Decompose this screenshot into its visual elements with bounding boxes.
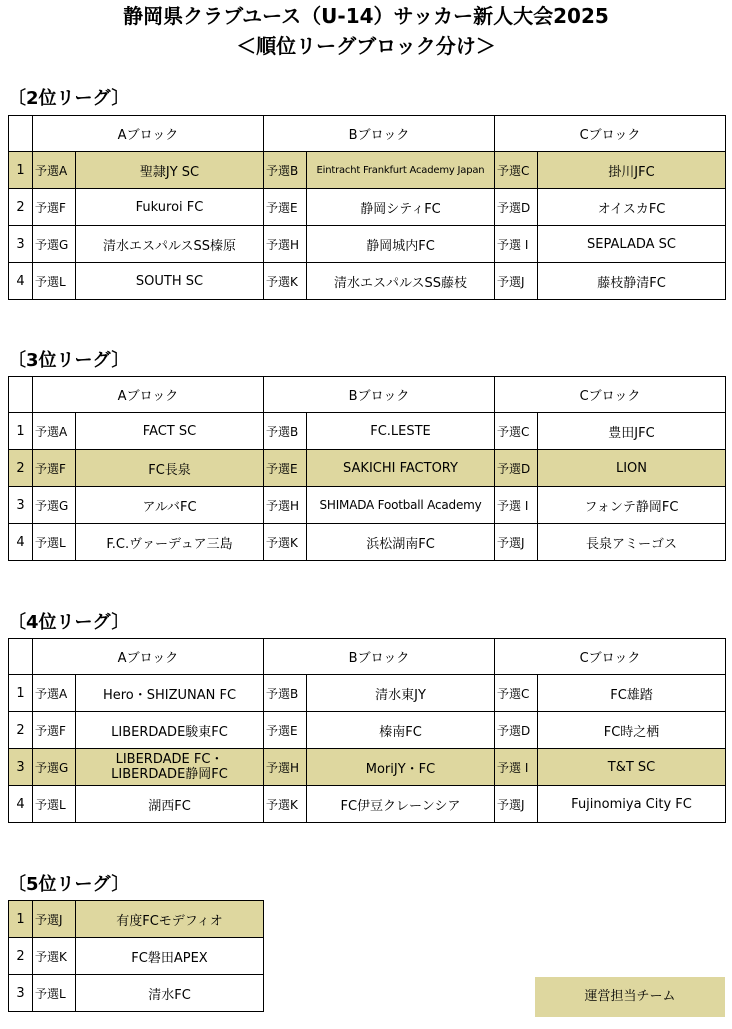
block-a-header: Aブロック [33, 639, 264, 675]
qualifier-cell: 予選F [33, 712, 76, 749]
qualifier-cell: 予選C [495, 413, 538, 450]
qualifier-cell: 予選H [264, 749, 307, 786]
qualifier-cell: 予選K [264, 786, 307, 823]
team-cell: SEPALADA SC [538, 226, 726, 263]
league-4-title: 〔4位リーグ〕 [8, 612, 130, 633]
team-cell: アルバFC [76, 487, 264, 524]
rank-cell: 2 [9, 189, 33, 226]
rank-cell: 1 [9, 901, 33, 938]
table-row [9, 901, 264, 938]
qualifier-cell: 予選 I [495, 749, 538, 786]
qualifier-cell: 予選J [33, 901, 76, 938]
rank-cell: 2 [9, 712, 33, 749]
qualifier-cell: 予選D [495, 450, 538, 487]
team-cell: FC雄踏 [538, 675, 726, 712]
qualifier-cell: 予選G [33, 749, 76, 786]
corner-cell [9, 639, 33, 675]
qualifier-cell: 予選J [495, 263, 538, 300]
team-cell: 豊田JFC [538, 413, 726, 450]
qualifier-cell: 予選B [264, 152, 307, 189]
rank-cell: 1 [9, 152, 33, 189]
league-5-title: 〔5位リーグ〕 [8, 874, 130, 895]
team-cell [76, 749, 264, 786]
block-c-header: Cブロック [495, 377, 726, 413]
team-cell: SOUTH SC [76, 263, 264, 300]
team-cell: SAKICHI FACTORY [307, 450, 495, 487]
corner-cell [9, 377, 33, 413]
team-cell: MoriJY・FC [307, 749, 495, 786]
qualifier-cell: 予選C [495, 675, 538, 712]
qualifier-cell: 予選B [264, 413, 307, 450]
qualifier-cell: 予選C [495, 152, 538, 189]
table-row [9, 226, 726, 263]
rank-cell: 2 [9, 938, 33, 975]
rank-cell: 2 [9, 450, 33, 487]
legend-host-team: 運営担当チーム [535, 977, 725, 1017]
qualifier-cell: 予選H [264, 226, 307, 263]
qualifier-cell: 予選J [495, 524, 538, 561]
block-b-header: Bブロック [264, 639, 495, 675]
team-name-line-1: LIBERDADE FC・ [115, 752, 224, 767]
qualifier-cell: 予選J [495, 786, 538, 823]
team-cell: LIBERDADE駿東FC [76, 712, 264, 749]
team-cell: Fujinomiya City FC [538, 786, 726, 823]
block-b-header: Bブロック [264, 116, 495, 152]
team-cell: 藤枝静清FC [538, 263, 726, 300]
qualifier-cell: 予選K [264, 263, 307, 300]
team-cell: FC伊豆クレーンシア [307, 786, 495, 823]
qualifier-cell: 予選 I [495, 226, 538, 263]
team-cell: 榛南FC [307, 712, 495, 749]
team-cell: 有度FCモデフィオ [76, 901, 264, 938]
page-subtitle: ＜順位リーグブロック分け＞ [236, 34, 496, 58]
team-cell: 静岡シティFC [307, 189, 495, 226]
team-cell: 清水エスパルスSS榛原 [76, 226, 264, 263]
table-row [9, 189, 726, 226]
team-cell: 長泉アミーゴス [538, 524, 726, 561]
league-2-table [8, 115, 726, 300]
team-cell: 湖西FC [76, 786, 264, 823]
block-c-header: Cブロック [495, 639, 726, 675]
team-cell: FACT SC [76, 413, 264, 450]
qualifier-cell: 予選A [33, 152, 76, 189]
qualifier-cell: 予選G [33, 487, 76, 524]
qualifier-cell: 予選H [264, 487, 307, 524]
qualifier-cell: 予選D [495, 189, 538, 226]
rank-cell: 3 [9, 226, 33, 263]
corner-cell [9, 116, 33, 152]
table-row [9, 786, 726, 823]
league-4-table [8, 638, 726, 823]
team-cell: 清水FC [76, 975, 264, 1012]
team-cell: 清水エスパルスSS藤枝 [307, 263, 495, 300]
team-cell: オイスカFC [538, 189, 726, 226]
qualifier-cell: 予選E [264, 189, 307, 226]
qualifier-cell: 予選F [33, 189, 76, 226]
team-cell: F.C.ヴァーデュア三島 [76, 524, 264, 561]
qualifier-cell: 予選L [33, 263, 76, 300]
qualifier-cell: 予選G [33, 226, 76, 263]
table-row [9, 263, 726, 300]
qualifier-cell: 予選E [264, 450, 307, 487]
rank-cell: 1 [9, 413, 33, 450]
table-row [9, 524, 726, 561]
qualifier-cell: 予選K [264, 524, 307, 561]
team-cell: 清水東JY [307, 675, 495, 712]
rank-cell: 3 [9, 487, 33, 524]
team-cell: FC長泉 [76, 450, 264, 487]
qualifier-cell: 予選E [264, 712, 307, 749]
qualifier-cell: 予選B [264, 675, 307, 712]
table-row [9, 938, 264, 975]
team-cell: FC時之栖 [538, 712, 726, 749]
team-cell: LION [538, 450, 726, 487]
team-cell: Hero・SHIZUNAN FC [76, 675, 264, 712]
rank-cell: 4 [9, 263, 33, 300]
table-row [9, 675, 726, 712]
qualifier-cell: 予選A [33, 675, 76, 712]
team-cell: FC.LESTE [307, 413, 495, 450]
team-name-line-2: LIBERDADE静岡FC [111, 767, 228, 782]
rank-cell: 3 [9, 749, 33, 786]
team-cell: FC磐田APEX [76, 938, 264, 975]
qualifier-cell: 予選K [33, 938, 76, 975]
rank-cell: 4 [9, 786, 33, 823]
team-cell: SHIMADA Football Academy [307, 487, 495, 524]
league-3-table [8, 376, 726, 561]
table-row [9, 450, 726, 487]
table-row [9, 152, 726, 189]
team-cell: 静岡城内FC [307, 226, 495, 263]
qualifier-cell: 予選 I [495, 487, 538, 524]
block-a-header: Aブロック [33, 116, 264, 152]
table-row [9, 487, 726, 524]
rank-cell: 4 [9, 524, 33, 561]
qualifier-cell: 予選D [495, 712, 538, 749]
team-cell: 掛川JFC [538, 152, 726, 189]
block-c-header: Cブロック [495, 116, 726, 152]
team-cell: フォンテ静岡FC [538, 487, 726, 524]
league-3-title: 〔3位リーグ〕 [8, 350, 130, 371]
team-cell: 浜松湖南FC [307, 524, 495, 561]
team-cell: T&T SC [538, 749, 726, 786]
block-b-header: Bブロック [264, 377, 495, 413]
qualifier-cell: 予選F [33, 450, 76, 487]
qualifier-cell: 予選L [33, 975, 76, 1012]
page-title: 静岡県クラブユース（U-14）サッカー新人大会2025 [123, 4, 609, 28]
qualifier-cell: 予選A [33, 413, 76, 450]
table-row [9, 413, 726, 450]
league-2-title: 〔2位リーグ〕 [8, 88, 130, 109]
qualifier-cell: 予選L [33, 524, 76, 561]
table-row [9, 712, 726, 749]
table-row [9, 749, 726, 786]
team-cell: 聖隷JY SC [76, 152, 264, 189]
team-cell: Fukuroi FC [76, 189, 264, 226]
rank-cell: 3 [9, 975, 33, 1012]
rank-cell: 1 [9, 675, 33, 712]
team-cell: Eintracht Frankfurt Academy Japan [307, 152, 495, 189]
table-row [9, 975, 264, 1012]
league-5-table [8, 900, 264, 1012]
block-a-header: Aブロック [33, 377, 264, 413]
qualifier-cell: 予選L [33, 786, 76, 823]
